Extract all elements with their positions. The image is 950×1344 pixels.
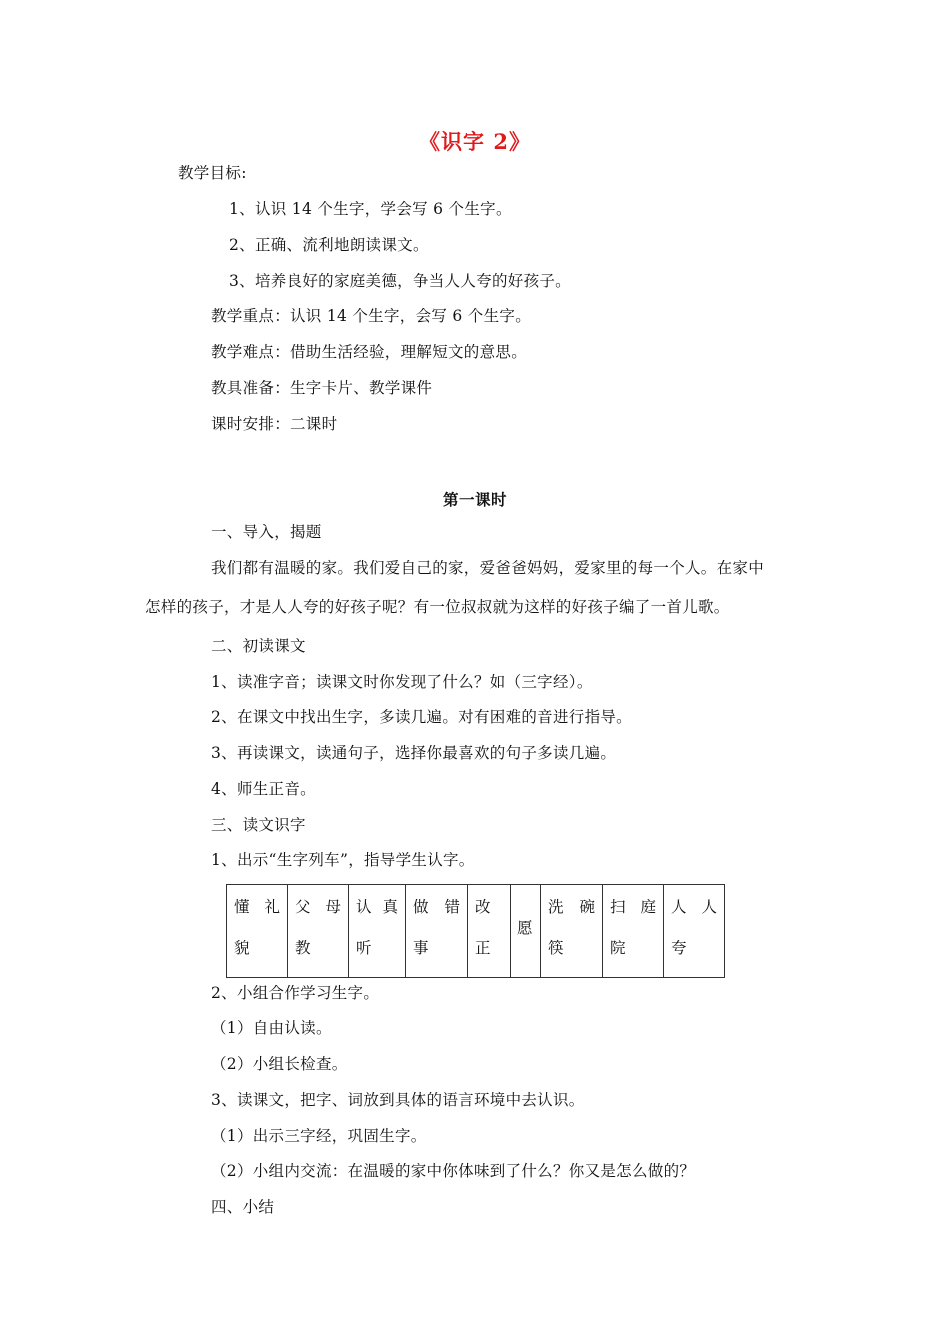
char: 父	[295, 898, 311, 916]
char: 认	[356, 898, 372, 916]
char-cell	[541, 885, 603, 978]
difficulty: 教学难点：借助生活经验，理解短文的意思。	[211, 343, 528, 361]
step2-item: 1、读准字音；读课文时你发现了什么？如（三字经）。	[211, 673, 593, 691]
char-cell	[468, 885, 511, 978]
section-title: 第一课时	[442, 490, 507, 509]
char-cell	[511, 885, 541, 978]
char: 人	[701, 898, 717, 916]
char: 事	[413, 939, 429, 957]
char: 碗	[579, 898, 595, 916]
char: 貌	[234, 939, 250, 957]
char: 洗	[548, 898, 564, 916]
char-cell	[603, 885, 664, 978]
char: 人	[671, 898, 687, 916]
char: 庭	[640, 898, 656, 916]
intro-paragraph-line: 怎样的孩子，才是人人夸的好孩子呢？有一位叔叔就为这样的好孩子编了一首儿歌。	[145, 598, 730, 616]
char: 筷	[548, 939, 564, 957]
char-cell	[227, 885, 288, 978]
step3-subitem: （2）小组内交流：在温暖的家中你体味到了什么？你又是怎么做的？	[211, 1162, 696, 1180]
char: 错	[444, 898, 460, 916]
schedule: 课时安排：二课时	[211, 415, 338, 433]
char: 教	[295, 939, 311, 957]
step3-subitem: （1）自由认读。	[211, 1019, 332, 1037]
materials: 教具准备：生字卡片、教学课件	[211, 379, 433, 397]
char: 听	[356, 939, 372, 957]
char-cell	[349, 885, 406, 978]
step2-item: 3、再读课文，读通句子，选择你最喜欢的句子多读几遍。	[211, 744, 617, 762]
goal-item: 3、培养良好的家庭美德，争当人人夸的好孩子。	[229, 272, 571, 290]
char: 正	[475, 939, 491, 957]
char: 院	[610, 939, 626, 957]
char: 做	[413, 898, 429, 916]
step2-heading: 二、初读课文	[211, 637, 306, 655]
step3-heading: 三、读文识字	[211, 816, 306, 834]
key-point: 教学重点：认识 14 个生字，会写 6 个生字。	[211, 307, 531, 325]
char: 真	[382, 898, 398, 916]
char-cell	[664, 885, 725, 978]
char: 夸	[671, 939, 687, 957]
char: 礼	[264, 898, 280, 916]
character-table	[226, 884, 725, 978]
char: 母	[325, 898, 341, 916]
step4-heading: 四、小结	[211, 1198, 275, 1216]
step3-item: 1、出示“生字列车”，指导学生认字。	[211, 851, 475, 869]
char: 愿	[517, 919, 533, 937]
step3-item: 2、小组合作学习生字。	[211, 984, 380, 1002]
document-title: 《识字 2》	[419, 129, 531, 154]
step3-item: 3、读课文，把字、词放到具体的语言环境中去认识。	[211, 1091, 585, 1109]
step1-heading: 一、导入，揭题	[211, 523, 322, 541]
goals-heading: 教学目标:	[178, 164, 247, 182]
char-cell	[406, 885, 468, 978]
goal-item: 1、认识 14 个生字，学会写 6 个生字。	[229, 200, 512, 218]
char: 扫	[610, 898, 626, 916]
step3-subitem: （1）出示三字经，巩固生字。	[211, 1127, 427, 1145]
char-cell	[288, 885, 349, 978]
step3-subitem: （2）小组长检查。	[211, 1055, 348, 1073]
char: 改	[475, 898, 491, 916]
step2-item: 2、在课文中找出生字，多读几遍。对有困难的音进行指导。	[211, 708, 632, 726]
char: 懂	[234, 898, 250, 916]
goal-item: 2、正确、流利地朗读课文。	[229, 236, 429, 254]
intro-paragraph-line: 我们都有温暖的家。我们爱自己的家，爱爸爸妈妈，爱家里的每一个人。在家中	[211, 559, 765, 577]
step2-item: 4、师生正音。	[211, 780, 316, 798]
